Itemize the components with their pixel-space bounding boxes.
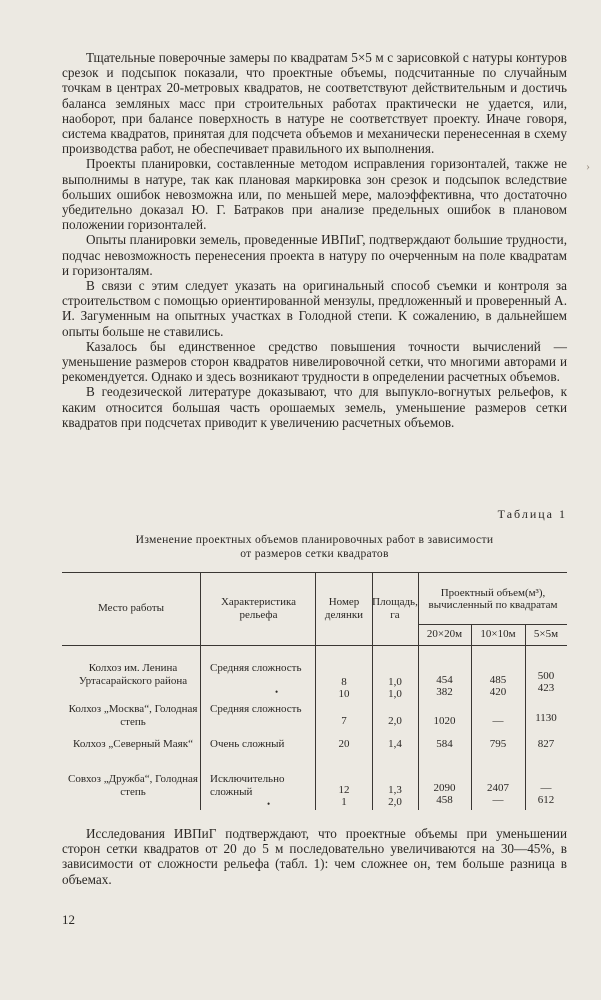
row-2-relief: Средняя сложность [210,703,302,715]
header-grid-5: 5×5м [533,628,559,641]
table-title-line-2: от размеров сетки квадратов [240,547,389,560]
row-1-v5-b: 423 [537,682,555,694]
row-2-v10: — [492,715,504,727]
row-1-v5-a: 500 [537,670,555,682]
row-3-v20: 584 [436,738,453,750]
row-3-place: Колхоз „Северный Маяк“ [73,738,193,750]
row-4-v10-b: — [492,794,504,806]
row-1-plot-a: 8 [341,676,347,688]
header-plot: Номер делянки [324,596,364,621]
paragraph-6: В геодезической литературе доказывают, что для выпукло-вогнутых рельефов, к каким относится большая часть орошаемых земель, уменьшение размеров сетки квадратов при подсчетах приводит к увеличению расчетных объемов. [62,384,567,430]
row-3-plot: 20 [338,738,350,750]
row-1-v20-a: 454 [436,674,453,686]
row-4-place: Совхоз „Дружба“, Голодная степь [68,773,198,798]
row-4-v10-a: 2407 [487,782,509,794]
row-3-relief: Очень сложный [210,738,285,750]
paragraph-1: Тщательные поверочные замеры по квадратам 5×5 м с зарисовкой с натуры контуров срезок и подсыпок показали, что проектные объемы, подсчитанные по случайным точкам в центрах 20-метровых квадратов, не соответствуют действительным и достичь баланса земляных масс при строительных работах практически не удается, или, наоборот, при балансе поверхность в натуре не соответствует проекту. Иначе говоря, система квадратов, принятая для подсчета объемов и механически перенесенная в схему производства работ, не обеспечивает правильного их выполнения. [62,50,567,157]
row-4-v20-a: 2090 [433,782,456,794]
header-area: Площадь, га [372,596,418,621]
row-1-area-b: 1,0 [388,688,402,700]
header-volume: Проектный объем(м³), вычисленный по квадратам [428,586,558,611]
row-2-area: 2,0 [388,715,402,727]
row-1-area-a: 1,0 [388,676,402,688]
closing-text [62,826,567,887]
main-text [62,50,567,430]
page-number: 12 [62,912,75,927]
col-divider-2 [315,572,316,810]
header-place: Место работы [97,602,165,615]
row-2-place: Колхоз „Москва“, Голодная степь [68,703,198,728]
row-1-v10-a: 485 [489,674,507,686]
row-4-dot: • [267,799,271,809]
header-grid-10: 10×10м [480,628,516,641]
row-1-relief: Средняя сложность [210,662,302,674]
table-label: Таблица 1 [497,507,567,521]
row-1-place: Колхоз им. Ленина Уртасарайского района [78,662,188,687]
row-3-v5: 827 [537,738,555,750]
row-4-plot-a: 12 [338,784,350,796]
row-1-v10-b: 420 [489,686,507,698]
paragraph-3: Опыты планировки земель, проведенные ИВПиГ, подтверждают большие трудности, подчас невозможность перенесения проекта в натуру по очерченным на поле квадратам и горизонталям. [62,232,567,278]
data-table [62,572,567,810]
col-divider-1 [200,572,201,810]
row-3-area: 1,4 [388,738,402,750]
row-2-v20: 1020 [433,715,456,727]
closing-paragraph: Исследования ИВПиГ подтверждают, что проектные объемы при уменьшении сторон сетки квадратов от 20 до 5 м последовательно увеличиваются на 30—45%, в зависимости от сложности рельефа (табл. 1): чем сложнее он, тем больше разница в объемах. [62,826,567,887]
table-title-line-1: Изменение проектных объемов планировочных работ в зависимости [135,533,494,546]
row-2-v5: 1130 [535,712,557,724]
row-4-plot-b: 1 [341,796,347,808]
header-relief: Характеристика рельефа [220,596,297,621]
row-1-dot: • [275,687,279,697]
row-4-v5-a: — [540,782,552,794]
paragraph-5: Казалось бы единственное средство повышения точности вычислений — уменьшение размеров сторон квадратов нивелировочной сетки, что многими авторами и рекомендуется. Однако и здесь возникают трудности в определении расчетных объемов. [62,338,567,385]
table-title [62,533,567,561]
row-2-plot: 7 [341,715,347,727]
row-1-plot-b: 10 [338,688,350,700]
row-1-v20-b: 382 [436,686,453,698]
row-4-area-a: 1,3 [388,784,402,796]
paragraph-2: Проекты планировки, составленные методом исправления горизонталей, также не выполнимы в натуре, так как плановая маркировка зон срезок и подсыпок вследствие больших ошибок невозможна или, по меньшей мере, малоэффективна, что достаточно убедительно доказал Ю. Г. Батраков при анализе предельных ошибок в плановом положении горизонталей. [62,156,567,233]
row-4-area-b: 2,0 [388,796,402,808]
margin-mark: › [586,159,590,173]
row-4-v5-b: 612 [537,794,555,806]
header-grid-20: 20×20м [426,628,463,641]
row-4-relief: Исключительно сложный [210,773,285,798]
paragraph-4: В связи с этим следует указать на оригинальный способ съемки и контроля за строительством с помощью ориентированной мензулы, предложенный и проверенный А. И. Загуменным на опытных участках в Голодной степи. К сожалению, в дальнейшем опыты больше не ставились. [62,278,567,339]
row-3-v10: 795 [489,738,507,750]
row-4-v20-b: 458 [436,794,453,806]
